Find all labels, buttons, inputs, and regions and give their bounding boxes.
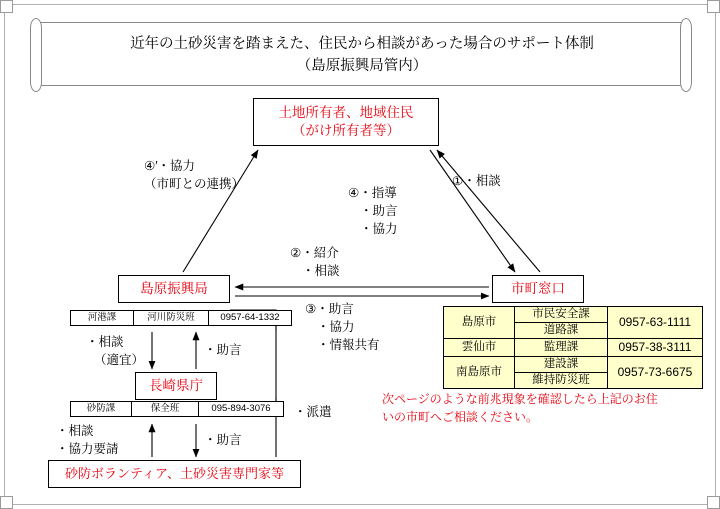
- city-tel: 0957-38-3111: [608, 338, 703, 357]
- label-step4dash-line1: ④′・協力: [144, 159, 196, 173]
- city-department: [515, 307, 608, 339]
- shinkou-team: 河川防災班: [134, 311, 209, 326]
- city-department-main: 建設課: [515, 357, 607, 373]
- note-line1: 次ページのような前兆現象を確認したら上記のお住: [382, 392, 658, 406]
- label-step2-introduce: [290, 244, 340, 280]
- label-consult-request-line2: ・協力要請: [56, 442, 119, 457]
- label-consult-line2: （適宜）: [94, 353, 145, 368]
- table-municipal-contacts: [443, 306, 703, 389]
- label-consult-as-needed: [86, 333, 144, 369]
- note-line2: いの市町へご相談ください。: [382, 410, 539, 424]
- table-row: [444, 307, 703, 339]
- kencho-tel: 095-894-3076: [199, 402, 284, 417]
- label-step4-line2: ・助言: [360, 204, 398, 219]
- table-row: [71, 311, 292, 326]
- city-tel: 0957-63-1111: [608, 307, 703, 339]
- label-consult-line1: ・相談: [86, 335, 124, 349]
- box-kencho-label: 長崎県庁: [149, 377, 203, 393]
- label-step4-line3: ・協力: [360, 222, 398, 237]
- box-municipal-counter: [492, 275, 584, 303]
- label-step3-line3: ・情報共有: [317, 338, 380, 353]
- city-name: 島原市: [444, 307, 515, 339]
- box-shimabara-promotion-bureau: [118, 275, 230, 303]
- label-step4-line1: ④・指導: [348, 186, 397, 200]
- page-title-line1: 近年の土砂災害を踏まえた、住民から相談があった場合のサポート体制: [130, 35, 594, 52]
- label-step4dash-line2: （市町との連携）: [144, 177, 245, 192]
- label-advice-upper: ・助言: [204, 343, 242, 357]
- table-row: [71, 402, 284, 417]
- box-shinkou-label: 島原振興局: [140, 280, 208, 296]
- label-step3-line2: ・協力: [317, 320, 355, 335]
- table-row: [444, 357, 703, 389]
- label-consult-request-line1: ・相談: [56, 424, 94, 438]
- kencho-section: 砂防課: [71, 402, 132, 417]
- city-tel: 0957-73-6675: [608, 357, 703, 389]
- box-landowner-line1: 土地所有者、地域住民: [278, 104, 414, 120]
- city-department-sub: 維持防災班: [532, 374, 590, 387]
- page-title-line2: （島原振興局管内）: [296, 58, 428, 74]
- label-step2-line1: ②・紹介: [290, 246, 339, 260]
- table-kencho-contact: [70, 401, 284, 417]
- city-department: 監理課: [515, 338, 608, 357]
- box-sabo-volunteer-experts: [48, 460, 301, 488]
- label-step1-consult: ①・相談: [452, 174, 501, 188]
- city-department-sub: 道路課: [543, 323, 579, 336]
- box-landowner-line2: （がけ所有者等）: [292, 123, 400, 138]
- label-step2-line2: ・相談: [302, 264, 340, 279]
- table-row: [444, 338, 703, 357]
- city-name: 南島原市: [444, 357, 515, 389]
- label-step4dash-cooperation: [144, 157, 244, 193]
- label-consult-request: [56, 422, 119, 458]
- box-nagasaki-prefectural-office: [135, 372, 217, 400]
- box-landowner-residents: [253, 98, 439, 146]
- city-department: [515, 357, 608, 389]
- label-dispatch: ・派遣: [294, 405, 332, 419]
- box-volunteer-label: 砂防ボランティア、土砂災害専門家等: [65, 466, 284, 482]
- label-step3-advice: [305, 300, 380, 354]
- label-advice-lower: ・助言: [204, 433, 242, 447]
- label-step4-guidance: [348, 184, 398, 238]
- city-department-main: 市民安全課: [515, 307, 607, 323]
- city-name: 雲仙市: [444, 338, 515, 357]
- label-step3-line1: ③・助言: [305, 302, 354, 316]
- shinkou-section: 河港課: [71, 311, 134, 326]
- table-shinkou-contact: [70, 310, 292, 326]
- note-precursor-phenomena: [382, 390, 658, 426]
- kencho-team: 保全班: [132, 402, 199, 417]
- box-madoguchi-label: 市町窓口: [511, 280, 565, 296]
- shinkou-tel: 0957-64-1332: [209, 311, 292, 326]
